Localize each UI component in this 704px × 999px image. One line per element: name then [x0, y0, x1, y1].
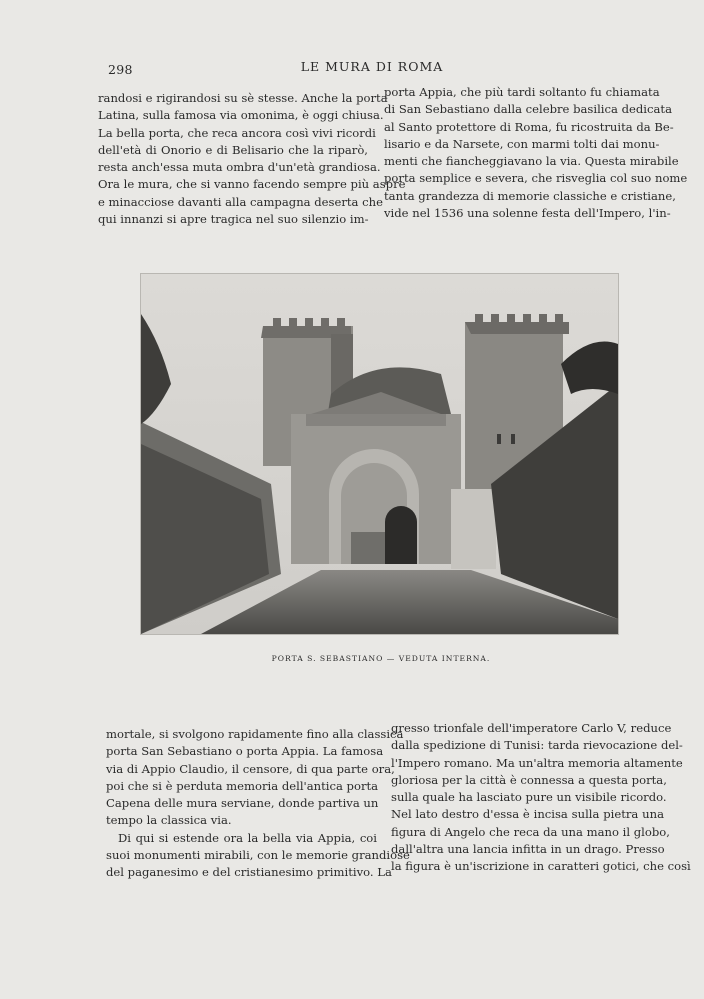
text-line: via di Appio Claudio, il censore, di qua parte ora, — [106, 761, 395, 776]
text-line: figura di Angelo che reca da una mano il globo, — [391, 824, 670, 839]
gate-house — [451, 489, 496, 569]
text-line: gresso trionfale dell'imperatore Carlo V, reduce — [391, 721, 672, 735]
photo-illustration — [141, 274, 618, 634]
running-head: LE MURA DI ROMA — [300, 59, 444, 74]
text-line: tanta grandezza di memorie classiche e cristiane, — [384, 188, 676, 203]
text-line: menti che fiancheggiavano la via. Questa mirabile — [384, 154, 679, 169]
text-line: dalla spedizione di Tunisi: tarda rievocazione del- — [391, 738, 683, 753]
text-line: mortale, si svolgono rapidamente fino alla classica — [106, 727, 404, 741]
text-line: La bella porta, che reca ancora così vivi ricordi — [98, 125, 376, 140]
text-line: Capena delle mura serviane, donde partiva un — [106, 796, 379, 811]
text-line: dell'età di Onorio e di Belisario che la riparò, — [98, 142, 368, 157]
text-line: del paganesimo e del cristianesimo primitivo. La — [106, 865, 392, 880]
text-line: porta Appia, che più tardi soltanto fu chiamata — [384, 85, 660, 99]
text-line: qui innanzi si apre tragica nel suo silenzio im- — [98, 212, 369, 227]
text-line: dall'altra una lancia infitta in un drago. Presso — [391, 842, 665, 857]
text-column-top-left — [98, 90, 406, 228]
text-line: porta San Sebastiano o porta Appia. La famosa — [106, 744, 384, 759]
text-line: suoi monumenti mirabili, con le memorie grandiose — [106, 848, 410, 863]
photograph-porta-san-sebastiano — [140, 273, 619, 635]
text-line: lisario e da Narsete, con marmi tolti dai monu- — [384, 136, 660, 151]
text-line: poi che si è perduta memoria dell'antica porta — [106, 778, 379, 793]
text-column-top-right — [384, 84, 688, 222]
text-line: gloriosa per la città è connessa a questa porta, — [391, 772, 667, 787]
text-line: vide nel 1536 una solenne festa dell'Impero, l'in- — [384, 206, 671, 221]
text-line: randosi e rigirandosi su sè stesse. Anche la porta — [98, 91, 388, 105]
text-column-bottom-right — [391, 720, 691, 876]
text-line: Di qui si estende ora la bella via Appia, coi — [118, 830, 377, 845]
text-line: porta semplice e severa, che risveglia col suo nome — [384, 171, 688, 186]
text-line: tempo la classica via. — [106, 813, 232, 828]
figure-caption: PORTA S. SEBASTIANO — VEDUTA INTERNA. — [271, 654, 491, 663]
text-column-bottom-left — [106, 726, 410, 882]
page-number: 298 — [108, 62, 133, 77]
text-line: Latina, sulla famosa via omonima, è oggi chiusa. — [98, 108, 384, 123]
text-line: Nel lato destro d'essa è incisa sulla pietra una — [391, 807, 664, 822]
text-line: Ora le mura, che si vanno facendo sempre più aspre — [98, 177, 406, 192]
text-line: di San Sebastiano dalla celebre basilica dedicata — [384, 102, 672, 117]
text-line: sulla quale ha lasciato pure un visibile ricordo. — [391, 790, 667, 805]
text-line: la figura è un'iscrizione in caratteri gotici, che così — [391, 859, 691, 874]
text-line: l'Impero romano. Ma un'altra memoria altamente — [391, 755, 683, 770]
text-line: resta anch'essa muta ombra d'un'età grandiosa. — [98, 160, 381, 175]
text-line: al Santo protettore di Roma, fu ricostruita da Be- — [384, 119, 674, 134]
text-line: e minacciose davanti alla campagna deserta che — [98, 194, 383, 209]
